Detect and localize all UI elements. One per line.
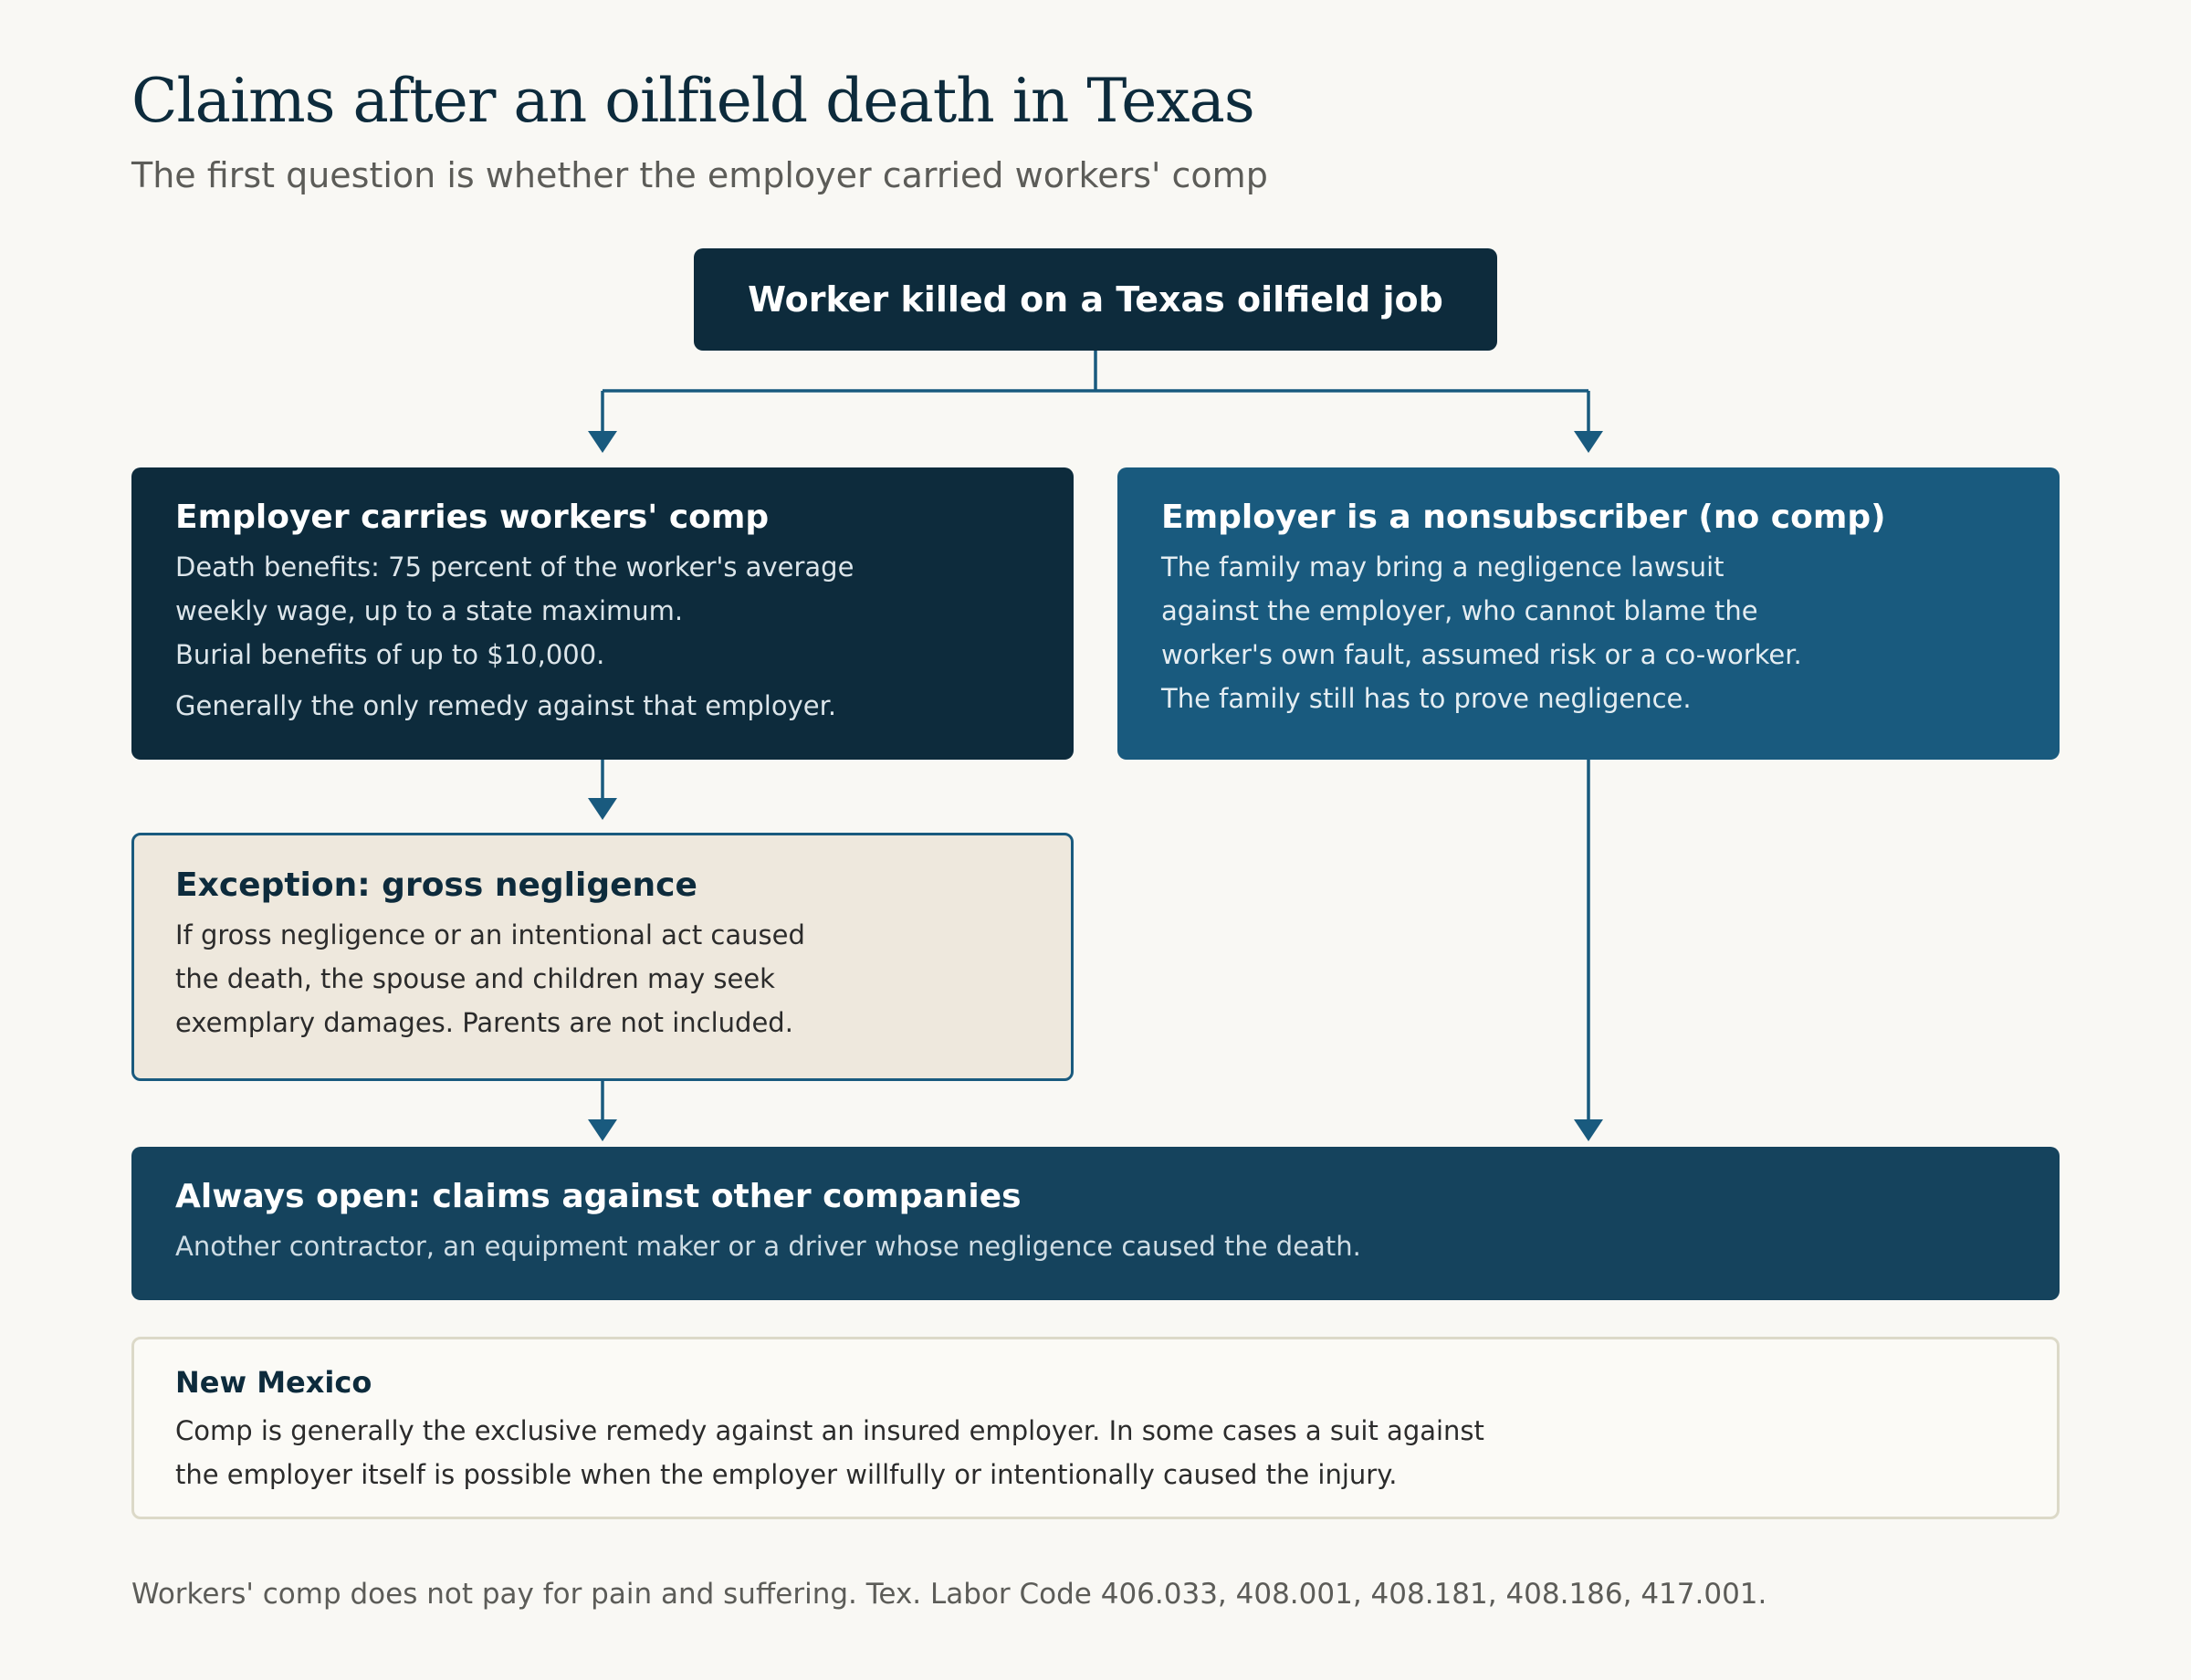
comp-node bbox=[131, 467, 1074, 760]
comp-node-line: Burial benefits of up to $10,000. bbox=[175, 639, 605, 670]
exception-node bbox=[131, 833, 1074, 1081]
nonsubscriber-node-body: The family may bring a negligence lawsuit against the employer, who cannot blame the worker's own fault, assumed risk or a co-worker. The family still has to prove negligence. bbox=[1161, 551, 1802, 714]
page-subtitle: The first question is whether the employer carried workers' comp bbox=[131, 155, 1268, 195]
comp-node-heading: Employer carries workers' comp bbox=[175, 499, 770, 536]
new-mexico-note bbox=[131, 1337, 2060, 1519]
footnote: Workers' comp does not pay for pain and suffering. Tex. Labor Code 406.033, 408.001, 408.181, 408.186, 417.001. bbox=[131, 1578, 1767, 1611]
comp-node-line: weekly wage, up to a state maximum. bbox=[175, 595, 684, 626]
arrowhead-always-left bbox=[588, 1119, 617, 1141]
exception-node-body: If gross negligence or an intentional act caused the death, the spouse and children may seek exemplary damages. Parents are not included. bbox=[175, 919, 805, 1038]
page-title: Claims after an oilfield death in Texas bbox=[131, 66, 1254, 136]
root-node-label: Worker killed on a Texas oilfield job bbox=[748, 279, 1443, 320]
arrowhead-comp bbox=[588, 431, 617, 453]
comp-node-line: Death benefits: 75 percent of the worker's average bbox=[175, 551, 854, 583]
root-node bbox=[694, 248, 1497, 351]
always-open-node bbox=[131, 1147, 2060, 1300]
nonsubscriber-node bbox=[1117, 467, 2060, 760]
new-mexico-heading: New Mexico bbox=[175, 1365, 372, 1400]
arrowhead-always-right bbox=[1574, 1119, 1603, 1141]
exception-node-heading: Exception: gross negligence bbox=[175, 866, 697, 904]
always-open-node-body: Another contractor, an equipment maker or a driver whose negligence caused the death. bbox=[175, 1231, 1361, 1262]
connector-root-split bbox=[603, 351, 1588, 391]
arrowhead-nonsubscriber bbox=[1574, 431, 1603, 453]
arrowhead-exception bbox=[588, 798, 617, 820]
nonsubscriber-node-heading: Employer is a nonsubscriber (no comp) bbox=[1161, 499, 1886, 536]
always-open-node-heading: Always open: claims against other companies bbox=[175, 1178, 1022, 1215]
comp-node-line: Generally the only remedy against that employer. bbox=[175, 690, 837, 721]
new-mexico-body: Comp is generally the exclusive remedy against an insured employer. In some cases a suit against the employer itself is possible when the employer willfully or intentionally caused the injury. bbox=[175, 1415, 1484, 1490]
